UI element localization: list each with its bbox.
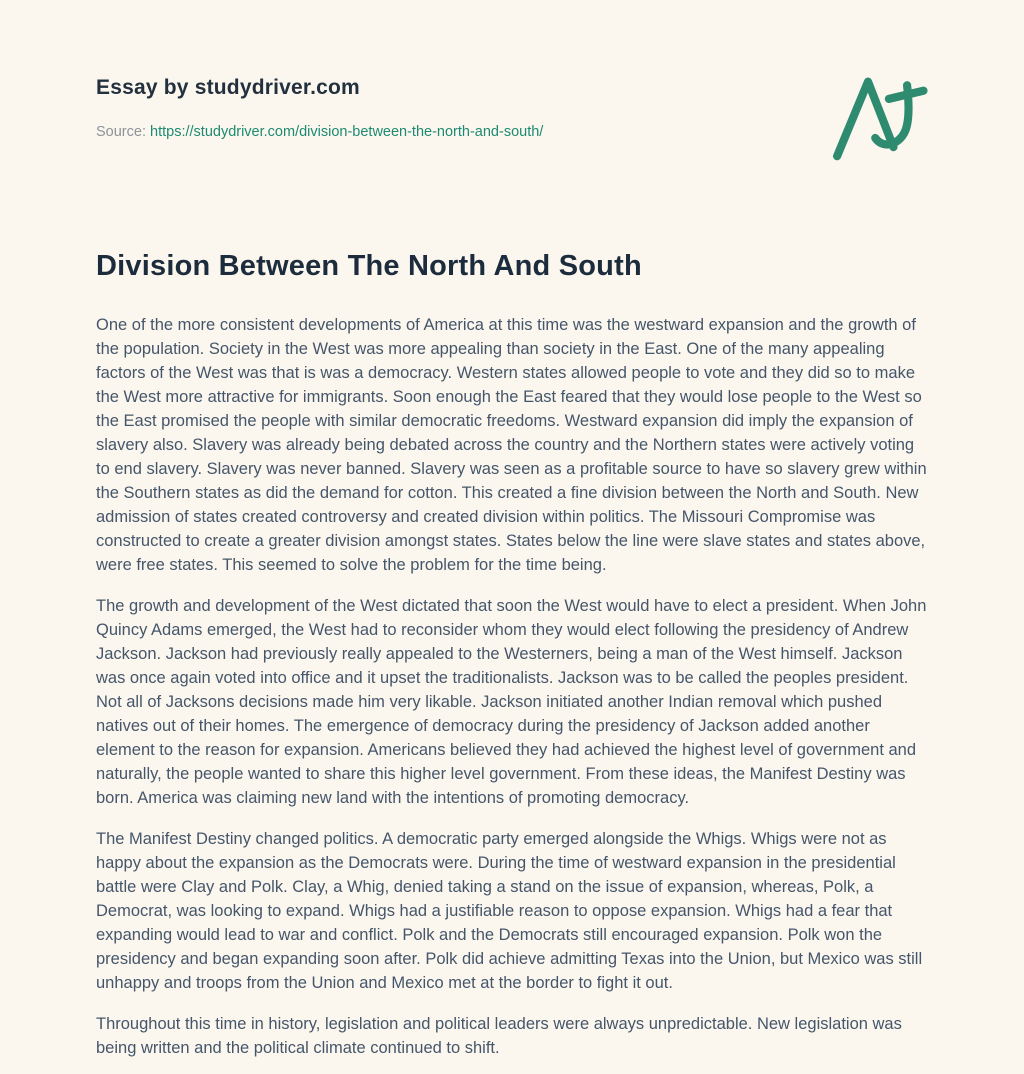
article-paragraph: One of the more consistent developments of America at this time was the westward expansion and the growth of the population. Society in the West was more appealing than society in the East. One of the many appealing factors of the West was that is was a democracy. Western states allowed people to vote and they did so to make the West more attractive for immigrants. Soon enough the East feared that they would lose people to the West so the East promised the people with similar democratic freedoms. Westward expansion did imply the expansion of slavery also. Slavery was already being debated across the country and the Northern states were actively voting to end slavery. Slavery was never banned. Slavery was seen as a profitable source to have so slavery grew within the Southern states as did the demand for cotton. This created a fine division between the North and South. New admission of states created controversy and created division within politics. The Missouri Compromise was constructed to create a greater division amongst states. States below the line were slave states and states above, were free states. This seemed to solve the problem for the time being. [96,316,927,574]
studydriver-logo[interactable] [828,70,928,166]
article-paragraph: The growth and development of the West dictated that soon the West would have to elect a president. When John Quincy Adams emerged, the West had to reconsider whom they would elect following the presidency of Andrew Jackson. Jackson had previously really appealed to the Westerners, being a man of the West himself. Jackson was once again voted into office and it upset the traditionalists. Jackson was to be called the peoples president. Not all of Jacksons decisions made him very likable. Jackson initiated another Indian removal which pushed natives out of their homes. The emergence of democracy during the presidency of Jackson added another element to the reason for expansion. Americans believed they had achieved the highest level of government and naturally, the people wanted to share this higher level government. From these ideas, the Manifest Destiny was born. America was claiming new land with the intentions of promoting democracy. [96,597,927,807]
source-label: Source: [96,124,146,140]
article-paragraph: Throughout this time in history, legislation and political leaders were always unpredictable. New legislation was being written and the political climate continued to shift. [96,1015,902,1057]
source-line [96,124,928,140]
source-url-link[interactable]: https://studydriver.com/division-between-the-north-and-south/ [150,124,544,140]
essay-byline: Essay by studydriver.com [96,76,360,99]
article-paragraph: The Manifest Destiny changed politics. A democratic party emerged alongside the Whigs. Whigs were not as happy about the expansion as the Democrats were. During the time of westward expansion in the presidential battle were Clay and Polk. Clay, a Whig, denied taking a stand on the issue of expansion, whereas, Polk, a Democrat, was looking to expand. Whigs had a justifiable reason to oppose expansion. Whigs had a fear that expanding would lead to war and conflict. Polk and the Democrats still encouraged expansion. Polk won the presidency and began expanding soon after. Polk did achieve admitting Texas into the Union, but Mexico was still unhappy and troops from the Union and Mexico met at the border to fight it out. [96,830,923,992]
article-title: Division Between The North And South [96,250,642,282]
studydriver-logo-icon [828,70,928,166]
article-body [96,313,928,1060]
